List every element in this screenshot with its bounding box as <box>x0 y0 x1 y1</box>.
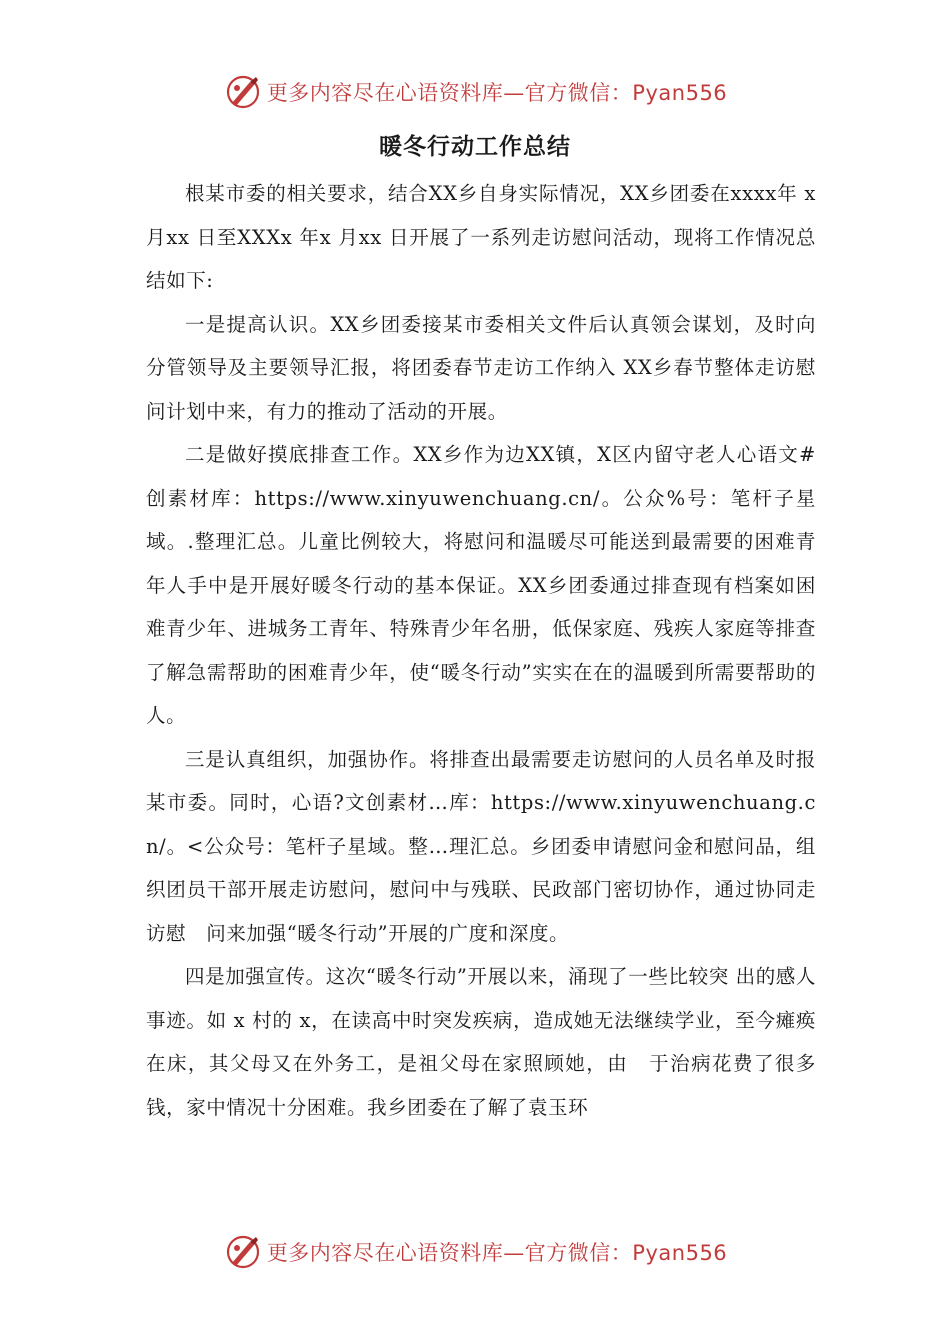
document-body <box>146 172 816 1129</box>
document-title: 暖冬行动工作总结 <box>379 134 571 160</box>
paragraph-intro: 根某市委的相关要求，结合XX乡自身实际情况，XX乡团委在xxxx年 x 月xx 日至XXXx 年x 月xx 日开展了一系列走访慰问活动，现将工作情况总结如下: <box>146 182 816 292</box>
paragraph-awareness: 一是提高认识。XX乡团委接某市委相关文件后认真领会谋划，及时向分管领导及主要领导汇报，将团委春节走访工作纳入 XX乡春节整体走访慰问计划中来，有力的推动了活动的开展。 <box>146 312 816 423</box>
paragraph-investigation: 二是做好摸底排查工作。XX乡作为边XX镇，X区内留守老人心语文#创素材库：https://www.xinyuwenchuang.cn/。公众%号：笔杆子星域。.整理汇总。儿童比例较大，将慰问和温暖尽可能送到最需要的困难青年人手中是开展好暖冬行动的基本保证。XX乡团委通过排查现有档案如困难青少年、进城务工青年、特殊青少年名册，低保家庭、残疾人家庭等排查了解急需帮助的困难青少年，使“暖冬行动”实实在在的温暖到所需要帮助的人。 <box>146 443 816 727</box>
watermark-text: 更多内容尽在心语资料库—官方微信：Pyan556 <box>266 1241 728 1265</box>
paragraph-organization: 三是认真组织，加强协作。将排查出最需要走访慰问的人员名单及时报某市委。同时，心语?文创素材…库：https://www.xinyuwenchuang.cn/。<公众号：笔杆子星域。整…理汇总。乡团委申请慰问金和慰问品，组织团员干部开展走访慰问，慰问中与残联、民政部门密切协作，通过协同走访慰 问来加强“暖冬行动”开展的广度和深度。 <box>146 747 816 945</box>
header-watermark-banner <box>0 70 950 114</box>
watermark-text: 更多内容尽在心语资料库—官方微信：Pyan556 <box>266 81 728 105</box>
pen-logo-icon <box>223 72 263 112</box>
pen-logo-icon <box>223 1232 263 1272</box>
paragraph-publicity: 四是加强宣传。这次“暖冬行动”开展以来，涌现了一些比较突 出的感人事迹。如 x 村的 x，在读高中时突发疾病，造成她无法继续学业，至今瘫痪在床，其父母又在外务工，是祖父母在家照顾她，由 于治病花费了很多钱，家中情况十分困难。我乡团委在了解了袁玉环 <box>146 965 816 1119</box>
footer-watermark-banner <box>0 1230 950 1274</box>
